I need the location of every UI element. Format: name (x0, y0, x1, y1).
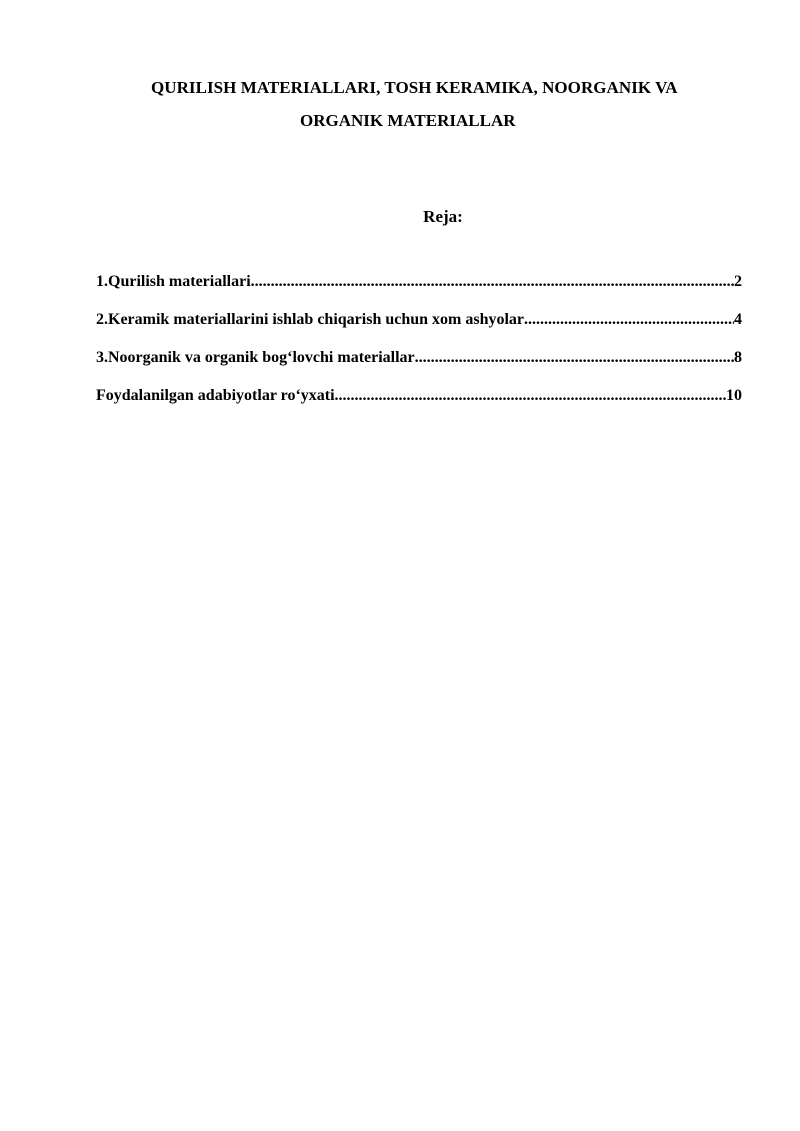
toc-entry-page: 10 (726, 387, 742, 404)
toc-dot-leader (415, 348, 734, 368)
toc-entry-label: 1.Qurilish materiallari (96, 273, 251, 290)
toc-dot-leader (335, 386, 726, 406)
toc-entry-page: 8 (734, 349, 742, 366)
document-title-line-2: ORGANIK MATERIALLAR (300, 111, 516, 130)
toc-entry-page: 2 (734, 273, 742, 290)
toc-entry (96, 310, 742, 330)
table-of-contents (96, 272, 742, 424)
toc-entry-page: 4 (734, 311, 742, 328)
plan-heading: Reja: (423, 207, 463, 226)
toc-entry-label: Foydalanilgan adabiyotlar ro‘yxati (96, 387, 335, 404)
toc-dot-leader (251, 272, 734, 292)
toc-dot-leader (524, 310, 734, 330)
toc-entry (96, 272, 742, 292)
document-title-line-1: QURILISH MATERIALLARI, TOSH KERAMIKA, NOORGANIK VA (151, 78, 678, 97)
toc-entry-label: 3.Noorganik va organik bog‘lovchi materiallar (96, 349, 415, 366)
toc-entry (96, 348, 742, 368)
toc-entry-label: 2.Keramik materiallarini ishlab chiqarish uchun xom ashyolar (96, 311, 525, 328)
toc-entry (96, 386, 742, 406)
